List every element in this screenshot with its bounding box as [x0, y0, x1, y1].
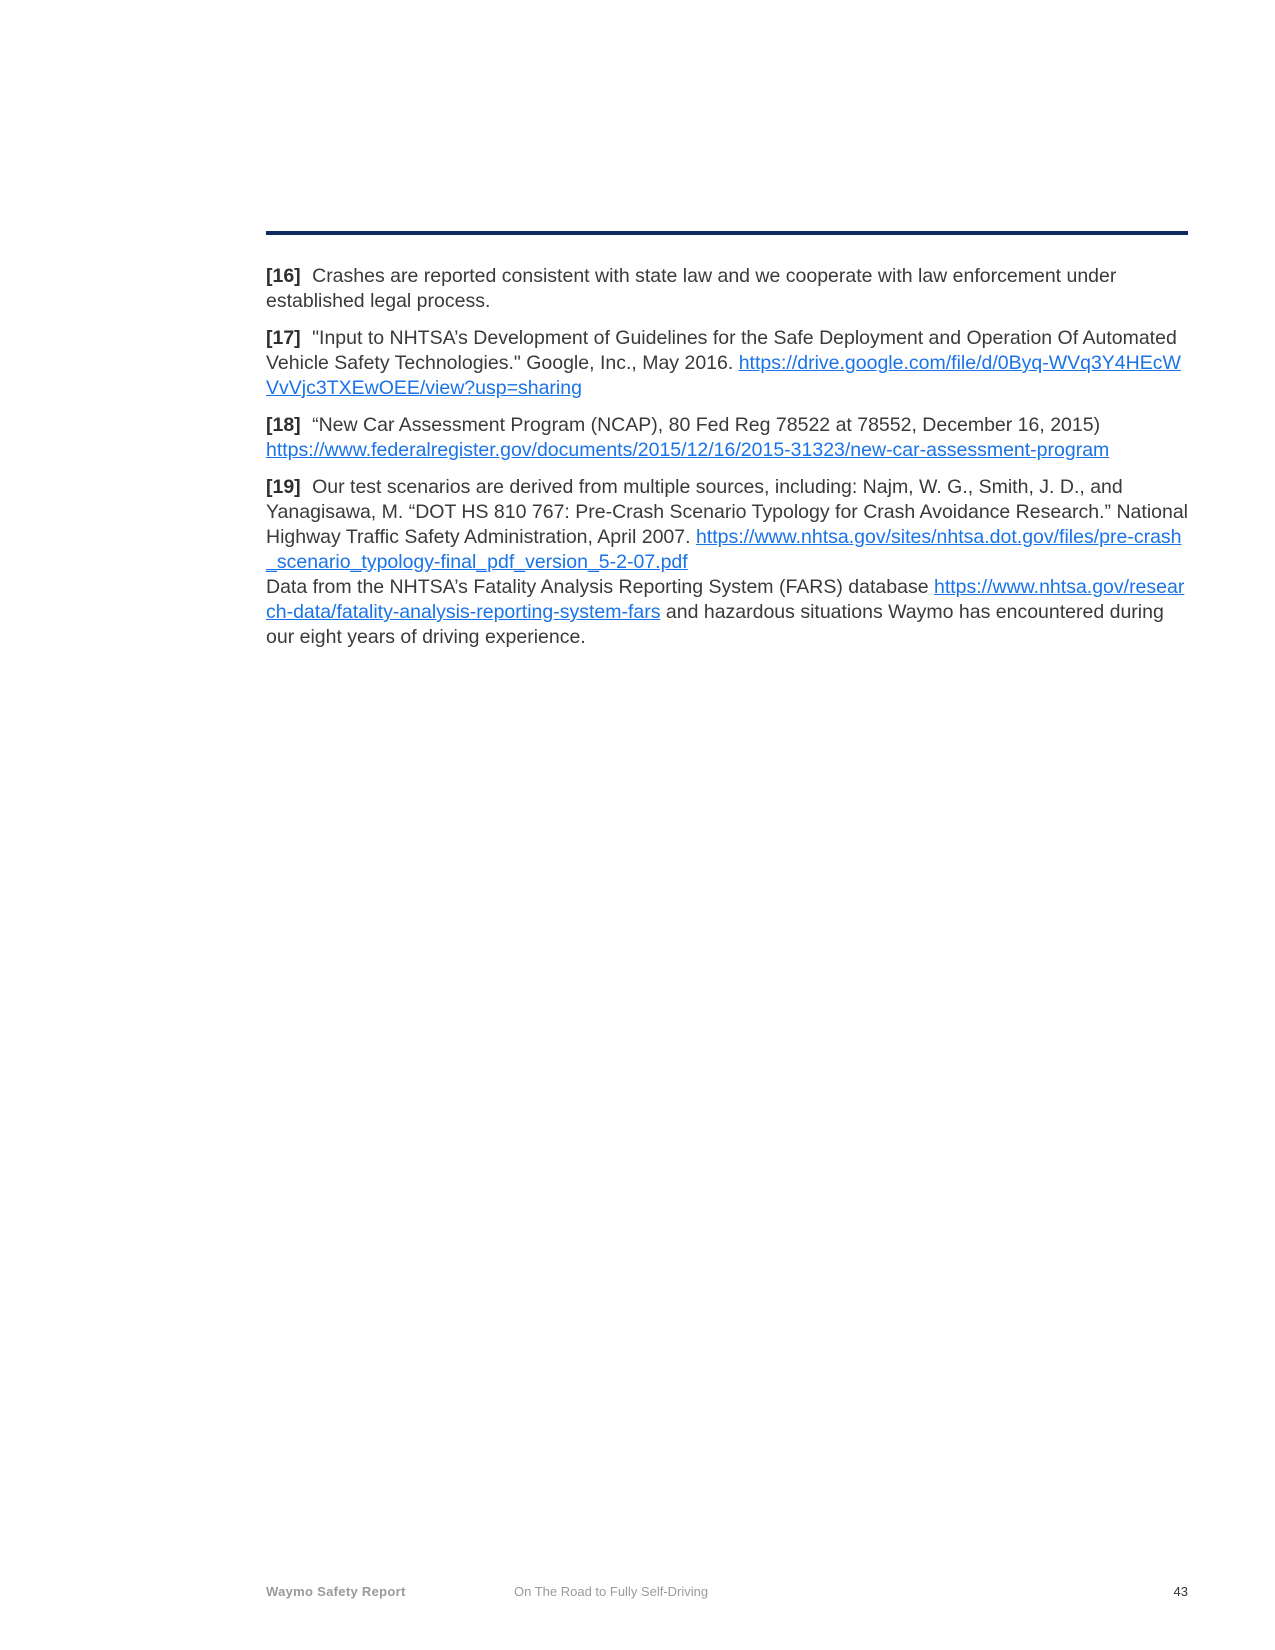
footnote-17 — [266, 326, 1188, 401]
header-rule — [266, 231, 1188, 235]
footnote-link[interactable]: https://www.nhtsa.gov/sites/nhtsa.dot.gov/files/pre-crash_scenario_typology-final_pdf_version_5-2-07.pdf — [266, 526, 1182, 573]
footnote-16 — [266, 264, 1188, 314]
footer-report-title: Waymo Safety Report — [266, 1584, 406, 1599]
footnote-number: [17] — [266, 327, 301, 349]
footnote-text: "Input to NHTSA’s Development of Guidelines for the Safe Deployment and Operation Of Automated Vehicle Safety Technologies." Google, Inc., May 2016. — [266, 327, 1177, 374]
footnote-19-paragraph-1 — [266, 475, 1188, 575]
footer-subtitle: On The Road to Fully Self-Driving — [514, 1584, 709, 1599]
footnote-18 — [266, 413, 1188, 463]
footnote-text: “New Car Assessment Program (NCAP), 80 Fed Reg 78522 at 78552, December 16, 2015) — [312, 414, 1101, 436]
footnote-19 — [266, 475, 1188, 650]
footnote-number: [18] — [266, 414, 301, 436]
footnotes-list — [266, 264, 1188, 662]
footnote-number: [19] — [266, 476, 301, 498]
footnote-text-3: and hazardous situations Waymo has encountered during our eight years of driving experience. — [266, 601, 1164, 648]
footnote-text: Our test scenarios are derived from multiple sources, including: Najm, W. G., Smith, J. D., and Yanagisawa, M. “DOT HS 810 767: Pre-Crash Scenario Typology for Crash Avoidance Research.” National Highway Traffic Safety Administration, April 2007. — [266, 476, 1189, 548]
footnote-19-paragraph-2 — [266, 575, 1188, 650]
footnote-link[interactable]: https://drive.google.com/file/d/0Byq-WVq3Y4HEcWVvVjc3TXEwOEE/view?usp=sharing — [266, 352, 1181, 399]
footnote-text: Crashes are reported consistent with state law and we cooperate with law enforcement under established legal process. — [266, 265, 1117, 312]
footnote-link[interactable]: https://www.federalregister.gov/documents/2015/12/16/2015-31323/new-car-assessment-program — [266, 439, 1110, 461]
footnote-text-2: Data from the NHTSA’s Fatality Analysis Reporting System (FARS) database — [266, 576, 929, 598]
footnote-number: [16] — [266, 265, 301, 287]
page-number: 43 — [1173, 1584, 1188, 1599]
footnote-link-2[interactable]: https://www.nhtsa.gov/research-data/fatality-analysis-reporting-system-fars — [266, 576, 1185, 623]
